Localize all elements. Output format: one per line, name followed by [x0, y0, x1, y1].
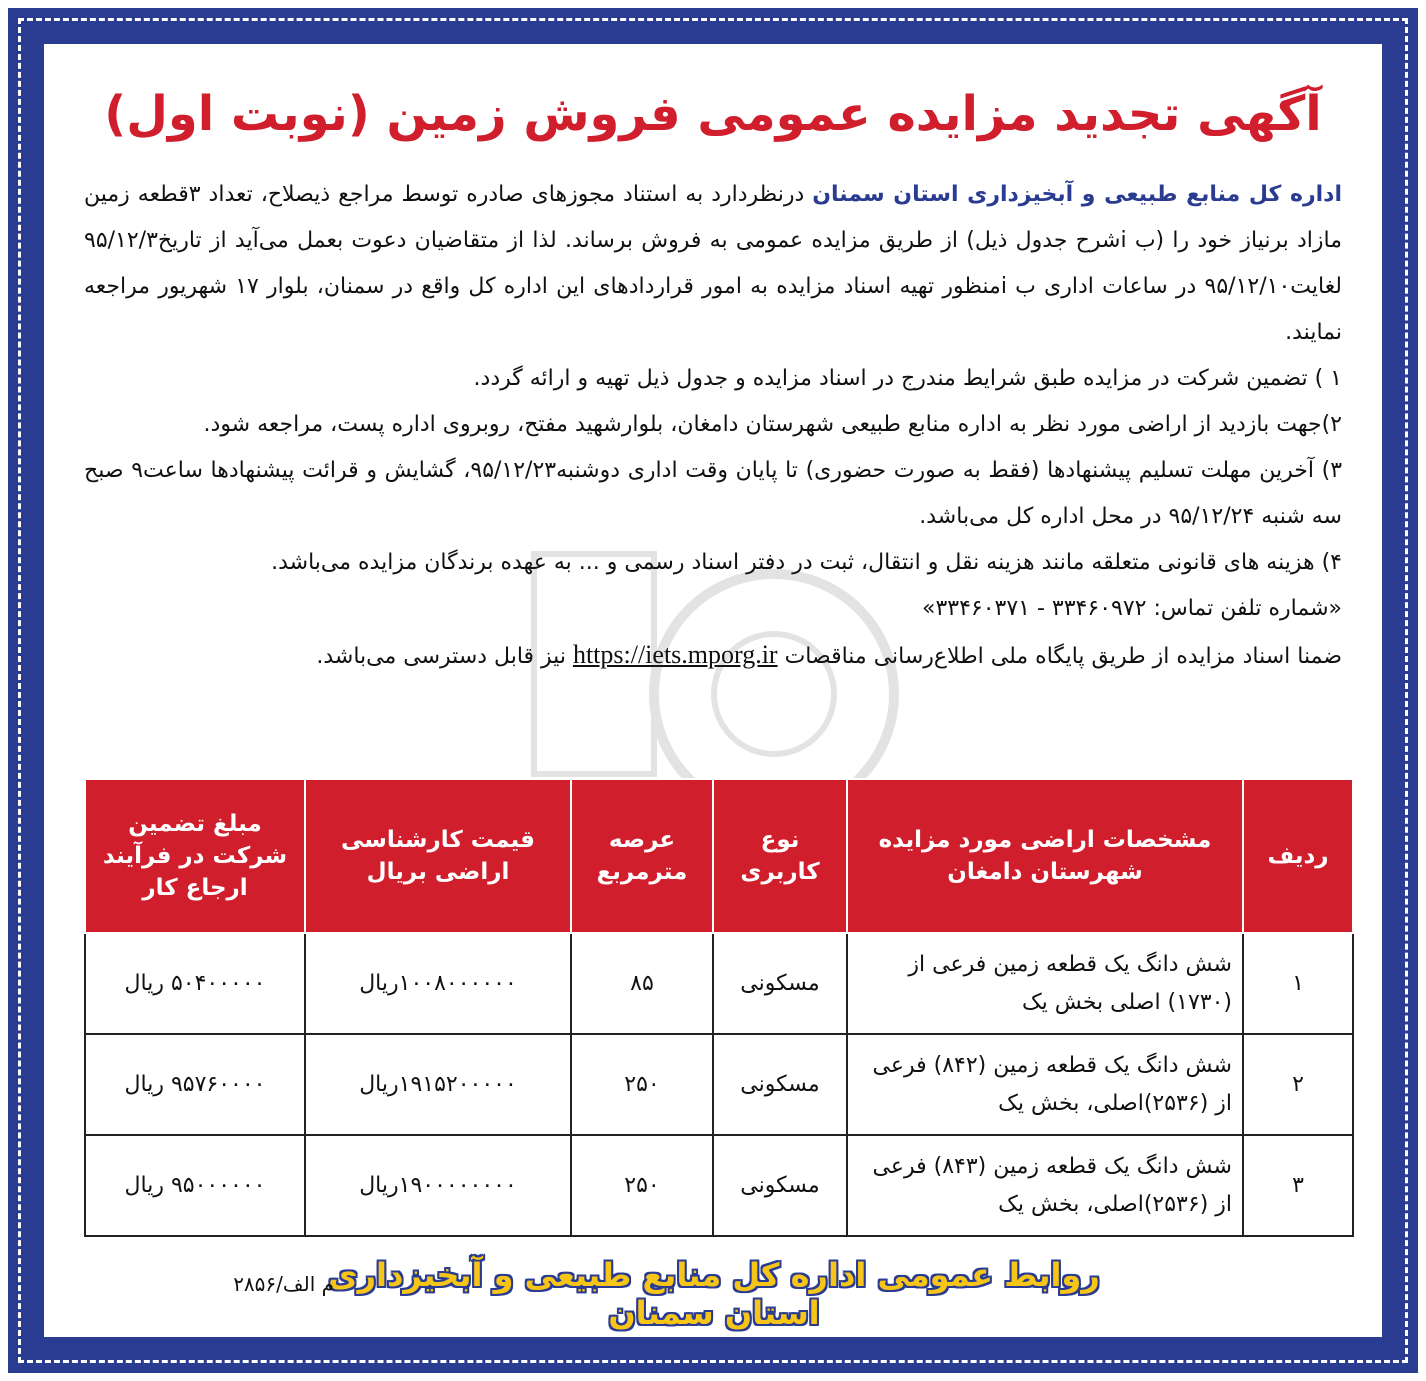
- cell-area: ۲۵۰: [571, 1034, 713, 1135]
- cell-appraised-price: ۱۹۱۵۲۰۰۰۰۰ریال: [305, 1034, 571, 1135]
- cell-row-number: ۱: [1243, 933, 1353, 1034]
- portal-line: [84, 632, 1342, 680]
- portal-link[interactable]: https://iets.mporg.ir: [572, 640, 778, 669]
- intro-paragraph: [84, 172, 1342, 356]
- clause-4: ۴) هزینه های قانونی متعلقه مانند هزینه نقل و انتقال، ثبت در دفتر اسناد رسمی و ... به عهده برندگان مزایده می‌باشد.: [271, 550, 1342, 575]
- cell-area: ۸۵: [571, 933, 713, 1034]
- header-guarantee-amount: مبلغ تضمین شرکت در فرآیند ارجاع کار: [85, 779, 305, 933]
- page-title: آگهی تجدید مزایده عمومی فروش زمین (نوبت اول): [104, 86, 1322, 142]
- cell-appraised-price: ۱۰۰۸۰۰۰۰۰۰ریال: [305, 933, 571, 1034]
- header-appraised-price: قیمت کارشناسی اراضی بریال: [305, 779, 571, 933]
- page-frame: [8, 8, 1418, 1373]
- cell-land-specs: شش دانگ یک قطعه زمین فرعی از (۱۷۳۰) اصلی بخش یک: [847, 933, 1243, 1034]
- header-usage-type: نوع کاربری: [713, 779, 847, 933]
- cell-area: ۲۵۰: [571, 1135, 713, 1236]
- header-area: عرصه مترمربع: [571, 779, 713, 933]
- clause-1: ۱ ) تضمین شرکت در مزایده طبق شرایط مندرج در اسناد مزایده و جدول ذیل تهیه و ارائه گردد.: [473, 366, 1342, 391]
- header-row-number: ردیف: [1243, 779, 1353, 933]
- table-row: [85, 933, 1353, 1034]
- organization-name: اداره کل منابع طبیعی و آبخیزداری استان سمنان: [812, 182, 1342, 207]
- header-land-specs: مشخصات اراضی مورد مزایده شهرستان دامغان: [847, 779, 1243, 933]
- land-table: [84, 778, 1354, 1237]
- intro-text: درنظردارد به استناد مجوزهای صادره توسط مراجع ذیصلاح، تعداد ۳قطعه زمین مازاد برنیاز خود را (ب iشرح جدول ذیل) از طریق مزایده عمومی به فروش برساند. لذا از متقاضیان دعوت بعمل می‌آید از تاریخ۹۵/۱۲/۳ لغایت۹۵/۱۲/۱۰ در ساعات اداری ب iمنظور تهیه اسناد مزایده به امور قراردادهای این اداره کل واقع در سمنان، بلوار ۱۷ شهریور مراجعه نمایند.: [84, 182, 1343, 345]
- cell-guarantee-amount: ۹۵۰۰۰۰۰۰ ریال: [85, 1135, 305, 1236]
- publication-code: م الف/۲۸۵۶: [233, 1272, 334, 1296]
- cell-guarantee-amount: ۵۰۴۰۰۰۰۰ ریال: [85, 933, 305, 1034]
- portal-text-after: نیز قابل دسترسی می‌باشد.: [316, 644, 573, 669]
- cell-appraised-price: ۱۹۰۰۰۰۰۰۰۰ریال: [305, 1135, 571, 1236]
- clause-2: ۲)جهت بازدید از اراضی مورد نظر به اداره منابع طبیعی شهرستان دامغان، بلوارشهید مفتح، روبروی اداره پست، مراجعه شود.: [203, 412, 1342, 437]
- footer-signature: روابط عمومی اداره کل منابع طبیعی و آبخیزداری استان سمنان: [328, 1256, 1100, 1332]
- cell-usage-type: مسکونی: [713, 1135, 847, 1236]
- cell-guarantee-amount: ۹۵۷۶۰۰۰۰ ریال: [85, 1034, 305, 1135]
- cell-row-number: ۳: [1243, 1135, 1353, 1236]
- announcement-body: [84, 172, 1342, 680]
- table-header-row: [85, 779, 1353, 933]
- cell-row-number: ۲: [1243, 1034, 1353, 1135]
- cell-land-specs: شش دانگ یک قطعه زمین (۸۴۳) فرعی از (۲۵۳۶)اصلی، بخش یک: [847, 1135, 1243, 1236]
- cell-usage-type: مسکونی: [713, 1034, 847, 1135]
- cell-usage-type: مسکونی: [713, 933, 847, 1034]
- phone-line: «شماره تلفن تماس: ۳۳۴۶۰۹۷۲ - ۳۳۴۶۰۳۷۱»: [921, 596, 1342, 621]
- clause-3: ۳) آخرین مهلت تسلیم پیشنهادها (فقط به صورت حضوری) تا پایان وقت اداری دوشنبه۹۵/۱۲/۲۳، گشایش و قرائت پیشنهادها ساعت۹ صبح سه شنبه ۹۵/۱۲/۲۴ در محل اداره کل می‌باشد.: [84, 458, 1343, 529]
- advertisement-panel: [44, 44, 1382, 1337]
- portal-text-before: ضمنا اسناد مزایده از طریق پایگاه ملی اطلاع‌رسانی مناقصات: [777, 644, 1342, 669]
- cell-land-specs: شش دانگ یک قطعه زمین (۸۴۲) فرعی از (۲۵۳۶)اصلی، بخش یک: [847, 1034, 1243, 1135]
- table-row: [85, 1135, 1353, 1236]
- table-row: [85, 1034, 1353, 1135]
